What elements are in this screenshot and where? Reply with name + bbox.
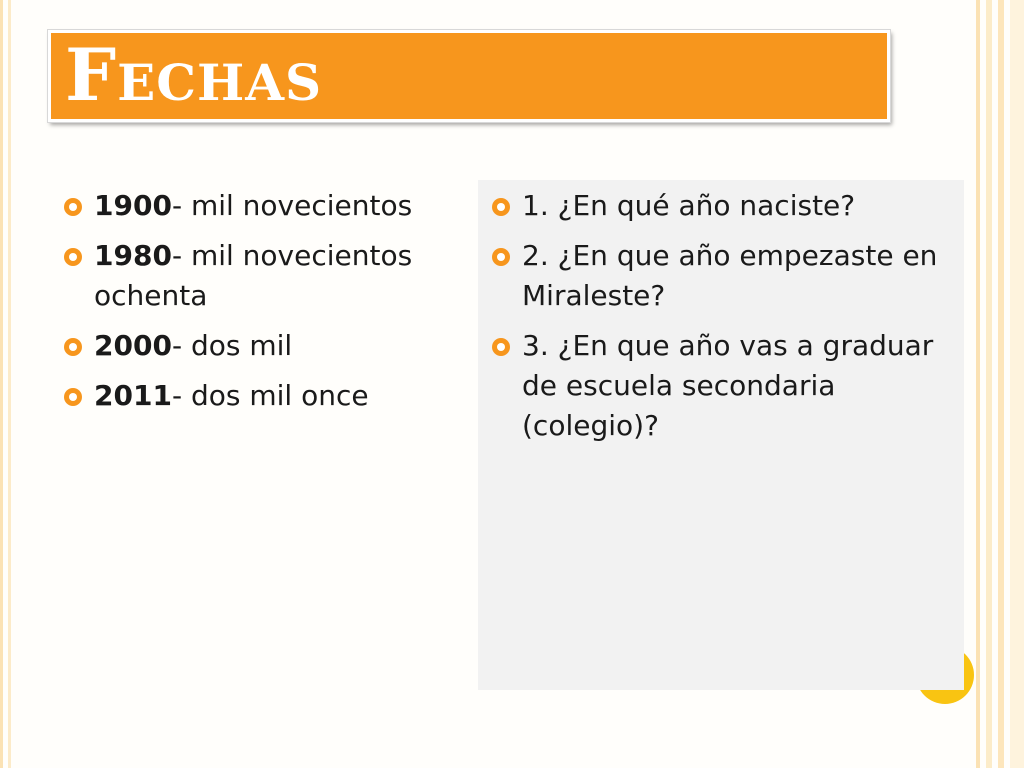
circle-bullet-icon: [492, 248, 510, 266]
frame-stripe: [976, 0, 980, 768]
frame-stripe: [998, 0, 1004, 768]
year-text: - mil novecientos ochenta: [94, 239, 413, 312]
year-text: - dos mil once: [171, 379, 369, 412]
question-text: 3. ¿En que año vas a graduar de escuela secondaria (colegio)?: [522, 329, 934, 442]
dates-list: [62, 186, 462, 426]
circle-bullet-icon: [492, 198, 510, 216]
year-label: 2011: [94, 379, 172, 412]
questions-list: [490, 186, 950, 456]
slide-title: Fechas: [65, 32, 323, 117]
question-text: 2. ¿En que año empezaste en Miraleste?: [522, 239, 938, 312]
frame-stripe: [1010, 0, 1024, 768]
list-item: [490, 326, 950, 446]
year-label: 1900: [94, 189, 172, 222]
list-item: [490, 186, 950, 226]
list-item: [62, 376, 462, 416]
circle-bullet-icon: [64, 338, 82, 356]
circle-bullet-icon: [64, 198, 82, 216]
title-banner: [48, 30, 890, 122]
list-item: [62, 186, 462, 226]
list-item: [62, 326, 462, 366]
list-item: [62, 236, 462, 316]
frame-stripe: [986, 0, 992, 768]
frame-stripe: [0, 0, 3, 768]
questions-panel: [478, 180, 964, 690]
year-label: 2000: [94, 329, 172, 362]
circle-bullet-icon: [64, 248, 82, 266]
circle-bullet-icon: [492, 338, 510, 356]
year-text: - dos mil: [171, 329, 293, 362]
list-item: [490, 236, 950, 316]
question-text: 1. ¿En qué año naciste?: [522, 189, 856, 222]
frame-stripe: [8, 0, 11, 768]
year-text: - mil novecientos: [171, 189, 413, 222]
year-label: 1980: [94, 239, 172, 272]
circle-bullet-icon: [64, 388, 82, 406]
